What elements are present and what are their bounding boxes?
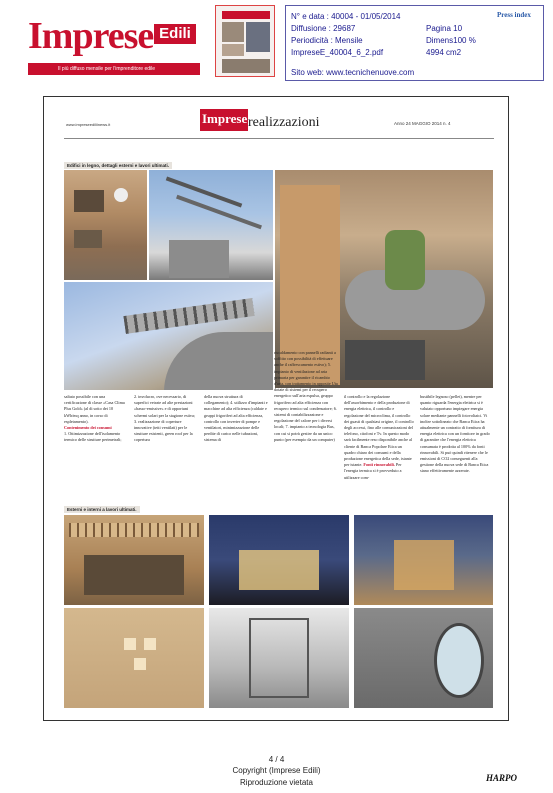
page-number: 4 / 4 — [268, 755, 285, 764]
logo-tagline: Il più diffuso mensile per l'imprenditore edile — [28, 63, 200, 75]
periodicita: Periodicità : Mensile — [291, 36, 363, 45]
file-name: ImpreseE_40004_6_2.pdf — [291, 48, 384, 57]
page-thumbnail[interactable] — [215, 5, 275, 77]
numero-data: N° e data : 40004 - 01/05/2014 — [291, 12, 401, 21]
mini-logo: Imprese — [200, 109, 248, 131]
press-index-logo: Press index — [497, 11, 531, 19]
photo-wood-interior — [64, 608, 204, 708]
area: 4994 cm2 — [426, 48, 462, 57]
photo-wooden-facade — [64, 170, 147, 280]
imprese-edili-logo — [28, 8, 200, 78]
text-column-3: della nuova struttura di collegamento); 4. utilizzo d'impianti e macchine ad alta efficienza (caldaie e gruppi frigoriferi ad alta efficienza, controllo con inverter di pompe e ventilatori, minimizzazione delle perdite di carico nelle tubazioni, sistema di — [204, 394, 268, 443]
issue-info: Anno 24 MAGGIO 2014 n. 4 — [394, 121, 451, 126]
header-rule — [64, 138, 494, 139]
diffusione: Diffusione : 29687 — [291, 24, 356, 33]
copyright: Copyright (Imprese Edili) — [232, 766, 321, 775]
site-url: www.impreseediliinews.it — [66, 122, 111, 127]
caption-top: Edifici in legno, dettagli esterni e lavori ultimati. — [64, 162, 172, 169]
caption-bottom: Esterni e interni a lavori ultimati. — [64, 506, 140, 513]
text-column-1: saltato possibile con una certificazione di classe «Casa Clima Plus Gold» (al di sotto dei 10 kWh/mq anno, in corso di espletamento). Contenimento dei consumi 1. Ottimizzazione dell'isolamento termico delle strutture perimetrali; — [64, 394, 125, 443]
section-title: realizzazioni — [248, 115, 320, 130]
photo-night-courtyard — [354, 515, 493, 605]
photo-night-building — [209, 515, 349, 605]
article-page — [43, 96, 509, 721]
sito-web: Sito web: www.tecnichenuove.com — [291, 68, 415, 77]
photo-metal-staircase — [149, 170, 273, 280]
photo-white-hall — [209, 608, 349, 708]
pagina: Pagina 10 — [426, 24, 463, 33]
text-column-2: 2. involucro, ove necessario, di superfici vetrate ad alte prestazioni «basso-emissive» e di opportuni schermi solari per la stagione estiva; 3. realizzazione di coperture innovative (tetti ventilati) per le strutture esistenti, green roof per la copertura — [134, 394, 196, 443]
agency-logo: HARPO — [486, 773, 518, 783]
dimens: Dimens100 % — [426, 36, 476, 45]
text-column-6: bustibile legnoso (pellet), mentre per quanto riguarda l'energia elettrica si è valutato opportuno impiegare energia solare mediante pannelli fotovoltaici. Vi inoltre sottolineato che Banca Etica ha attualmente un contratto di fornitura di energia elettrica con un fornitore in grado di garantire che l'energia elettrica consumata è prodotta al 100% da fonti rinnovabili. Si può quindi ritenere che le emissioni di CO2 conseguenti alla gestione della nuova sede di Banca Etica siano effettivamente azzerate. — [420, 394, 490, 474]
logo-edili-box: Edili — [154, 24, 196, 44]
logo-title: Imprese — [28, 15, 154, 57]
text-column-5: il controllo e la regolazione dell'assorbimento e della produzione di energia elettrica, il controllo e regolazione del microclima, il controllo dei guasti di qualsiasi origine, il controllo degli accessi, fino alle comunicazioni del telefono, citofoni e Tv. In questo modo sarà facilmente reso disponibile anche al cliente di Banca Popolare Etica un quadro chiaro dei consumi e della produzione energetica della sede, istante per istante. Fonti rinnovabili. Per l'energia termica si è provveduto a utilizzare com- — [344, 394, 414, 480]
press-info-box — [285, 5, 544, 81]
text-column-4: riscaldamento con pannelli radianti a soffitto con possibilità di effettuare anche il raffrescamento estivo); 5. impianto di ventilazione ad aria primaria per garantire il ricambio d'aria, con trattamento in apposite Uta dotate di sistemi per il recupero energetico sull'aria espulsa, gruppo frigorifero ad alta efficienza con recupero termico sul condensatore; 6. sistemi di contabilizzazione e regolazione del calore per i diversi locali; 7. impianto a tecnologia Bus, con cui si potrà gestire da un unico punto (per esempio da un computer) — [274, 350, 338, 442]
photo-curved-roof — [64, 282, 273, 390]
reproduction-notice: Riproduzione vietata — [240, 778, 313, 787]
photo-timber-facade — [64, 515, 204, 605]
photo-round-window — [354, 608, 493, 708]
